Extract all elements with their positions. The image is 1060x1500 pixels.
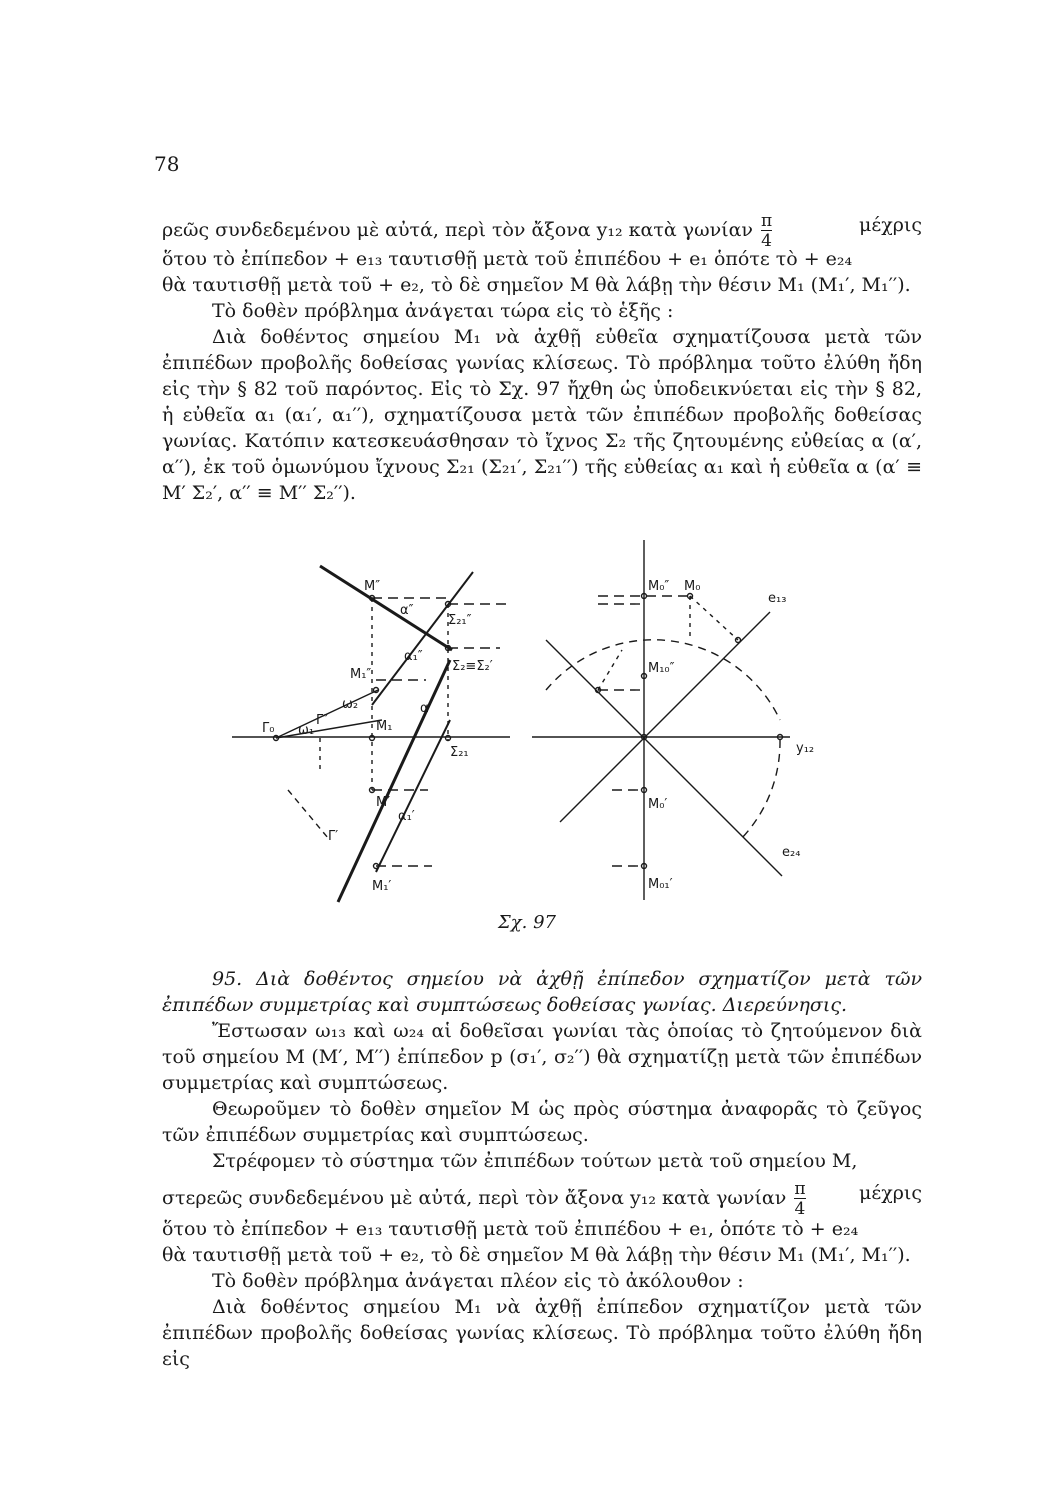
top-line-1-end: μέχρις [859, 214, 922, 236]
bottom-paragraph-6: Διὰ δοθέντος σημείου Μ₁ νὰ ἀχθῇ ἐπίπεδον σχηματίζον μετὰ τῶν ἐπιπέδων προβολῆς δοθείσας γωνίας κλίσεως. Τὸ πρόβλημα τοῦτο ἐλύθη ἤδη εἰς [162, 1296, 922, 1370]
label-a1: α₁′ [398, 809, 415, 824]
line-gamma-2 [276, 720, 382, 738]
right-dash-diag-1 [690, 596, 738, 640]
bottom-pi-over-4-fraction [794, 1180, 805, 1218]
label-M: M′ [376, 795, 391, 810]
bottom-paragraph-2: Θεωροῦμεν τὸ δοθὲν σημεῖον Μ ὡς πρὸς σύστημα ἀναφορᾶς τὸ ζεῦγος τῶν ἐπιπέδων συμμετρίας καὶ συμπτώσεως. [162, 1098, 922, 1146]
top-line-1-text: ρεῶς συνδεδεμένου μὲ αὐτά, περὶ τὸν ἄξονα y₁₂ κατὰ γωνίαν [162, 219, 753, 241]
label-M1v: M₁ [376, 719, 393, 734]
label-M0p: M₀′ [648, 797, 668, 812]
label-omega2: ω₂ [342, 697, 359, 712]
label-e13: e₁₃ [768, 591, 787, 606]
top-line-3: θὰ ταυτισθῇ μετὰ τοῦ + e₂, τὸ δὲ σημεῖον Μ θὰ λάβῃ τὴν θέσιν Μ₁ (Μ₁′, Μ₁′′). [162, 274, 911, 296]
bottom-line-5: ὅτου τὸ ἐπίπεδον + e₁₃ ταυτισθῇ μετὰ τοῦ ἐπιπέδου + e₁, ὁπότε τὸ + e₂₄ [162, 1218, 859, 1240]
fraction-numerator: π [761, 211, 773, 231]
bottom-line-6: θὰ ταυτισθῇ μετὰ τοῦ + e₂, τὸ δὲ σημεῖον Μ θὰ λάβῃ τὴν θέσιν Μ₁ (Μ₁′, Μ₁′′). [162, 1244, 911, 1266]
bottom-line-4-end: μέχρις [859, 1182, 922, 1204]
top-paragraph-3: Διὰ δοθέντος σημείου Μ₁ νὰ ἀχθῇ εὐθεῖα σχηματίζουσα μετὰ τῶν ἐπιπέδων προβολῆς δοθείσας γωνίας κλίσεως. Τὸ πρόβλημα τοῦτο ἐλύθη ἤδη εἰς τὴν § 82 τοῦ παρόντος. Εἰς τὸ Σχ. 97 ἤχθη ὡς ὑποδεικνύεται εἰς τὴν § 82, ἡ εὐθεῖα α₁ (α₁′, α₁′′), σχηματίζουσα μετὰ τῶν ἐπιπέδων προβολῆς δοθείσας γωνίας. Κατόπιν κατεσκευάσθησαν τὸ ἴχνος Σ₂ τῆς ζητουμένης εὐθείας α (α′, α′′), ἐκ τοῦ ὁμωνύμου ἴχνους Σ₂₁ (Σ₂₁′, Σ₂₁′′) τῆς εὐθείας α₁ καὶ ἡ εὐθεῖα α (α′ ≡ Μ′ Σ₂′, α′′ ≡ Μ′′ Σ₂′′). [162, 326, 922, 504]
bottom-paragraph-1: Ἔστωσαν ω₁₃ καὶ ω₂₄ αἱ δοθεῖσαι γωνίαι τὰς ὁποίας τὸ ζητούμενον διὰ τοῦ σημείου Μ (Μ′, Μ′′) ἐπίπεδον p (σ₁′, σ₂′′) θὰ σχηματίζῃ μετὰ τῶν ἐπιπέδων συμμετρίας καὶ συμπτώσεως. [162, 1020, 922, 1094]
label-M0b: M₀″ [648, 579, 670, 594]
label-e24: e₂₄ [782, 845, 801, 860]
label-M1b: M₁″ [350, 667, 372, 682]
line-a-prime-thick [320, 566, 452, 650]
label-M2: M″ [364, 579, 381, 594]
label-S2eq: Σ₂≡Σ₂′ [452, 659, 493, 674]
right-diagonal-e13 [560, 612, 770, 822]
arc-dashed-left [288, 790, 328, 838]
line-a1-double-prime [372, 572, 473, 705]
bottom-fraction-denominator: 4 [794, 1199, 806, 1219]
label-M1: M₁′ [372, 879, 392, 894]
label-G1: Γ″ [316, 713, 329, 728]
bottom-text-block [162, 966, 922, 1372]
label-M01: M₀₁′ [648, 877, 673, 892]
section-95-heading: 95. Διὰ δοθέντος σημείου νὰ ἀχθῇ ἐπίπεδον σχηματίζον μετὰ τῶν ἐπιπέδων συμμετρίας καὶ συμπτώσεως δοθείσας γωνίας. Διερεύνησις. [162, 968, 922, 1016]
bottom-paragraph-3: Στρέφομεν τὸ σύστημα τῶν ἐπιπέδων τούτων μετὰ τοῦ σημείου Μ, [212, 1150, 858, 1172]
label-alpha2: α″ [400, 603, 414, 618]
top-line-2: ὅτου τὸ ἐπίπεδον + e₁₃ ταυτισθῇ μετὰ τοῦ ἐπιπέδου + e₁ ὁπότε τὸ + e₂₄ [162, 248, 853, 270]
bottom-fraction-numerator: π [794, 1179, 806, 1199]
figure-caption: Σχ. 97 [498, 912, 556, 933]
page-number: 78 [154, 152, 180, 176]
bottom-line-4 [162, 1179, 922, 1219]
bottom-paragraph-5: Τὸ δοθὲν πρόβλημα ἀνάγεται πλέον εἰς τὸ ἀκόλουθον : [212, 1270, 744, 1292]
label-omega1: ω₁ [298, 723, 315, 738]
label-y12: y₁₂ [796, 741, 815, 756]
fraction-denominator: 4 [761, 231, 772, 251]
label-a1b: α₁″ [404, 649, 423, 664]
label-S21b: Σ₂₁″ [448, 613, 472, 628]
label-M0: M₀ [684, 579, 701, 594]
top-paragraph-2: Τὸ δοθὲν πρόβλημα ἀνάγεται τώρα εἰς τὸ ἑξῆς : [212, 300, 674, 322]
right-dash-diag-2 [598, 650, 622, 690]
label-M10: M₁₀″ [648, 661, 675, 676]
label-G2: Γ′ [328, 829, 339, 844]
label-S21: Σ₂₁ [450, 745, 469, 760]
bottom-line-4-text: στερεῶς συνδεδεμένου μὲ αὐτά, περὶ τὸν ἄξονα y₁₂ κατὰ γωνίαν [162, 1187, 787, 1209]
label-alpha: α′ [420, 701, 432, 716]
label-G0: Γ₀ [262, 721, 275, 736]
